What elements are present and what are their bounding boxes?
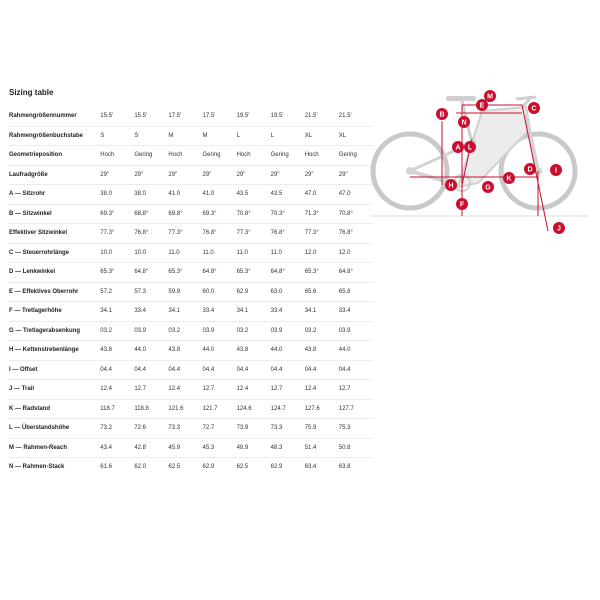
row-label: N — Rahmen-Stack bbox=[9, 458, 100, 477]
table-cell: 33.4 bbox=[202, 302, 236, 322]
table-cell: 64.8° bbox=[202, 263, 236, 283]
table-cell: 38.0 bbox=[134, 185, 168, 205]
table-row bbox=[9, 302, 373, 322]
table-row bbox=[9, 458, 373, 477]
table-cell: 60.0 bbox=[202, 282, 236, 302]
table-cell: 71.3° bbox=[305, 204, 339, 224]
table-cell: 59.9 bbox=[168, 282, 202, 302]
table-cell: 124.6 bbox=[237, 399, 271, 419]
marker-j bbox=[553, 222, 565, 234]
table-row bbox=[9, 360, 373, 380]
sizing-table-body bbox=[9, 107, 373, 477]
row-label: B — Sitzwinkel bbox=[9, 204, 100, 224]
table-cell: Gering bbox=[339, 146, 373, 166]
table-cell: 44.0 bbox=[202, 341, 236, 361]
table-cell: 57.3 bbox=[134, 282, 168, 302]
table-cell: XL bbox=[305, 126, 339, 146]
table-cell: 43.4 bbox=[100, 438, 134, 458]
row-label: G — Tretlagerabsenkung bbox=[9, 321, 100, 341]
table-cell: 33.4 bbox=[271, 302, 305, 322]
table-cell: 61.6 bbox=[100, 458, 134, 477]
table-cell: 62.5 bbox=[237, 458, 271, 477]
table-cell: 34.1 bbox=[168, 302, 202, 322]
table-cell: 65.3° bbox=[237, 263, 271, 283]
table-cell: 43.5 bbox=[271, 185, 305, 205]
table-row bbox=[9, 263, 373, 283]
table-cell: 03.2 bbox=[100, 321, 134, 341]
table-row bbox=[9, 438, 373, 458]
table-cell: 29" bbox=[168, 165, 202, 185]
table-cell: 03.2 bbox=[237, 321, 271, 341]
fork bbox=[526, 115, 538, 171]
row-label: J — Trail bbox=[9, 380, 100, 400]
table-cell: 04.4 bbox=[305, 360, 339, 380]
table-cell: 50.8 bbox=[339, 438, 373, 458]
table-cell: L bbox=[237, 126, 271, 146]
table-cell: 63.4 bbox=[305, 458, 339, 477]
table-cell: 118.7 bbox=[100, 399, 134, 419]
row-label: H — Kettenstrebenlänge bbox=[9, 341, 100, 361]
table-cell: 124.7 bbox=[271, 399, 305, 419]
table-cell: 44.0 bbox=[339, 341, 373, 361]
table-cell: Gering bbox=[202, 146, 236, 166]
row-label: D — Lenkwinkel bbox=[9, 263, 100, 283]
table-cell: 10.0 bbox=[100, 243, 134, 263]
table-row bbox=[9, 399, 373, 419]
table-cell: 70.3° bbox=[271, 204, 305, 224]
table-cell: 04.4 bbox=[168, 360, 202, 380]
table-cell: Hoch bbox=[237, 146, 271, 166]
table-cell: 12.0 bbox=[339, 243, 373, 263]
table-cell: 04.4 bbox=[134, 360, 168, 380]
table-cell: 12.4 bbox=[168, 380, 202, 400]
table-cell: 11.0 bbox=[271, 243, 305, 263]
table-row bbox=[9, 165, 373, 185]
marker-label: M bbox=[487, 93, 493, 101]
table-cell: 43.8 bbox=[100, 341, 134, 361]
table-cell: 64.8° bbox=[134, 263, 168, 283]
table-cell: 43.8 bbox=[237, 341, 271, 361]
marker-label: H bbox=[448, 182, 454, 190]
table-row bbox=[9, 419, 373, 439]
table-cell: 51.4 bbox=[305, 438, 339, 458]
table-cell: 21.5' bbox=[304, 113, 318, 119]
table-cell: 62.0 bbox=[134, 458, 168, 477]
row-label: Effektiver Sitzwinkel bbox=[9, 224, 100, 244]
table-row bbox=[9, 243, 373, 263]
table-cell: 34.1 bbox=[305, 302, 339, 322]
table-cell: 72.6 bbox=[134, 419, 168, 439]
marker-e bbox=[476, 99, 488, 111]
table-cell: 62.5 bbox=[168, 458, 202, 477]
table-cell: 69.3° bbox=[100, 204, 134, 224]
table-cell: 12.0 bbox=[305, 243, 339, 263]
table-cell: 12.7 bbox=[271, 380, 305, 400]
marker-k bbox=[503, 172, 515, 184]
table-cell: 73.3 bbox=[168, 419, 202, 439]
table-cell: 38.0 bbox=[100, 185, 134, 205]
table-cell: 65.3° bbox=[168, 263, 202, 283]
table-cell: 17.5' bbox=[168, 113, 182, 119]
table-cell: Gering bbox=[134, 146, 168, 166]
table-cell: Hoch bbox=[305, 146, 339, 166]
table-row bbox=[9, 185, 373, 205]
table-cell: 127.6 bbox=[305, 399, 339, 419]
table-cell: 12.4 bbox=[100, 380, 134, 400]
table-cell: 76.8° bbox=[202, 224, 236, 244]
table-cell: 12.7 bbox=[202, 380, 236, 400]
table-cell: 03.2 bbox=[168, 321, 202, 341]
table-cell: 45.9 bbox=[168, 438, 202, 458]
table-cell: 62.9 bbox=[202, 458, 236, 477]
table-row bbox=[9, 126, 373, 146]
table-cell: 43.8 bbox=[168, 341, 202, 361]
table-cell: 15.5' bbox=[100, 113, 114, 119]
row-label: L — Überstandshöhe bbox=[9, 419, 100, 439]
marker-n bbox=[458, 116, 470, 128]
table-cell: 76.8° bbox=[134, 224, 168, 244]
table-cell: 12.4 bbox=[305, 380, 339, 400]
table-cell: 03.9 bbox=[202, 321, 236, 341]
table-row bbox=[9, 146, 373, 166]
table-cell: 47.0 bbox=[305, 185, 339, 205]
table-cell: 62.9 bbox=[271, 458, 305, 477]
table-row bbox=[9, 282, 373, 302]
table-cell: 75.3 bbox=[339, 419, 373, 439]
table-cell: 121.7 bbox=[202, 399, 236, 419]
table-cell: 29" bbox=[202, 165, 236, 185]
table-cell: 29" bbox=[237, 165, 271, 185]
sizing-table-container bbox=[9, 107, 357, 470]
table-cell: 65.3° bbox=[100, 263, 134, 283]
table-row bbox=[9, 321, 373, 341]
table-cell: 69.3° bbox=[202, 204, 236, 224]
marker-label: G bbox=[485, 184, 491, 192]
table-cell: 43.5 bbox=[237, 185, 271, 205]
row-label: C — Steuerrohrlänge bbox=[9, 243, 100, 263]
row-label: I — Offset bbox=[9, 360, 100, 380]
row-label: K — Radstand bbox=[9, 399, 100, 419]
table-title: Sizing table bbox=[9, 88, 54, 97]
table-cell: 64.8° bbox=[339, 263, 373, 283]
table-cell: 64.8° bbox=[271, 263, 305, 283]
marker-label: N bbox=[461, 119, 467, 127]
table-cell: 29" bbox=[339, 165, 373, 185]
marker-label: B bbox=[439, 111, 445, 119]
marker-label: C bbox=[531, 105, 537, 113]
table-cell: 63.8 bbox=[339, 458, 373, 477]
marker-a bbox=[452, 141, 464, 153]
table-cell: M bbox=[168, 126, 202, 146]
table-cell: 127.7 bbox=[339, 399, 373, 419]
table-cell: 04.4 bbox=[202, 360, 236, 380]
table-cell: 19.5' bbox=[236, 113, 250, 119]
table-cell: 62.9 bbox=[237, 282, 271, 302]
table-cell: M bbox=[202, 126, 236, 146]
table-cell: 03.9 bbox=[339, 321, 373, 341]
table-cell: 72.7 bbox=[202, 419, 236, 439]
table-row bbox=[9, 204, 373, 224]
table-row bbox=[9, 380, 373, 400]
table-cell: 12.7 bbox=[339, 380, 373, 400]
table-cell: 15.5' bbox=[134, 113, 148, 119]
marker-label: E bbox=[479, 102, 485, 110]
marker-l bbox=[464, 141, 476, 153]
marker-m bbox=[484, 90, 496, 102]
table-cell: 29" bbox=[134, 165, 168, 185]
table-cell: S bbox=[134, 126, 168, 146]
row-label: Geometrieposition bbox=[9, 146, 100, 166]
sizing-table bbox=[9, 107, 373, 477]
table-cell: 34.1 bbox=[100, 302, 134, 322]
table-cell: 19.5' bbox=[270, 113, 284, 119]
marker-label: I bbox=[555, 167, 557, 175]
table-cell: 04.4 bbox=[100, 360, 134, 380]
table-cell: 17.5' bbox=[202, 113, 216, 119]
row-label: Rahmengrößennummer bbox=[9, 113, 77, 119]
table-cell: 121.6 bbox=[168, 399, 202, 419]
table-cell: 65.3° bbox=[305, 263, 339, 283]
table-cell: 29" bbox=[271, 165, 305, 185]
table-cell: 69.8° bbox=[168, 204, 202, 224]
table-cell: 04.4 bbox=[237, 360, 271, 380]
table-cell: 10.0 bbox=[134, 243, 168, 263]
table-cell: 42.8 bbox=[134, 438, 168, 458]
table-cell: 44.0 bbox=[134, 341, 168, 361]
marker-label: F bbox=[459, 201, 465, 209]
table-cell: 03.9 bbox=[271, 321, 305, 341]
table-cell: 11.0 bbox=[202, 243, 236, 263]
table-cell: 33.4 bbox=[134, 302, 168, 322]
table-cell: 04.4 bbox=[339, 360, 373, 380]
table-cell: 41.0 bbox=[168, 185, 202, 205]
marker-b bbox=[436, 108, 448, 120]
row-label: Rahmengrößenbuchstabe bbox=[9, 126, 100, 146]
table-cell: 118.8 bbox=[134, 399, 168, 419]
table-cell: 21.5' bbox=[338, 113, 352, 119]
table-row bbox=[9, 224, 373, 244]
table-cell: 68.8° bbox=[134, 204, 168, 224]
marker-g bbox=[482, 181, 494, 193]
table-cell: 47.0 bbox=[339, 185, 373, 205]
table-cell: 29" bbox=[100, 165, 134, 185]
table-row bbox=[9, 341, 373, 361]
table-cell: S bbox=[100, 126, 134, 146]
table-cell: 63.0 bbox=[271, 282, 305, 302]
row-label: M — Rahmen-Reach bbox=[9, 438, 100, 458]
marker-label: L bbox=[467, 144, 473, 152]
table-cell: 44.0 bbox=[271, 341, 305, 361]
table-cell: Gering bbox=[271, 146, 305, 166]
table-cell: 76.8° bbox=[271, 224, 305, 244]
table-cell: 73.2 bbox=[100, 419, 134, 439]
saddle bbox=[446, 96, 476, 101]
marker-d bbox=[524, 163, 536, 175]
table-cell: 73.3 bbox=[271, 419, 305, 439]
table-cell: 12.4 bbox=[237, 380, 271, 400]
row-label: F — Tretlagerhöhe bbox=[9, 302, 100, 322]
table-row bbox=[9, 107, 373, 126]
table-cell: 77.3° bbox=[100, 224, 134, 244]
table-cell: 04.4 bbox=[271, 360, 305, 380]
marker-label: K bbox=[506, 175, 512, 183]
table-cell: 41.0 bbox=[202, 185, 236, 205]
table-cell: 11.0 bbox=[237, 243, 271, 263]
table-cell: 12.7 bbox=[134, 380, 168, 400]
table-cell: 48.3 bbox=[271, 438, 305, 458]
table-cell: 70.8° bbox=[237, 204, 271, 224]
row-label: A — Sitzrohr bbox=[9, 185, 100, 205]
row-label: Laufradgröße bbox=[9, 165, 100, 185]
marker-f bbox=[456, 198, 468, 210]
table-cell: 76.8° bbox=[339, 224, 373, 244]
marker-h bbox=[445, 179, 457, 191]
table-cell: 03.2 bbox=[305, 321, 339, 341]
table-cell: 11.0 bbox=[168, 243, 202, 263]
table-cell: Hoch bbox=[100, 146, 134, 166]
table-cell: 48.9 bbox=[237, 438, 271, 458]
bike-geometry-svg bbox=[366, 85, 590, 235]
marker-c bbox=[528, 102, 540, 114]
table-cell: Hoch bbox=[168, 146, 202, 166]
table-cell: 77.3° bbox=[237, 224, 271, 244]
bike-geometry-diagram bbox=[366, 85, 590, 235]
table-cell: 43.8 bbox=[305, 341, 339, 361]
marker-label: A bbox=[455, 144, 461, 152]
table-cell: 65.8 bbox=[339, 282, 373, 302]
table-cell: 29" bbox=[305, 165, 339, 185]
table-cell: 73.9 bbox=[237, 419, 271, 439]
table-cell: L bbox=[271, 126, 305, 146]
table-cell: 03.9 bbox=[134, 321, 168, 341]
row-label: E — Effektives Oberrohr bbox=[9, 282, 100, 302]
table-cell: 70.8° bbox=[339, 204, 373, 224]
marker-label: J bbox=[557, 225, 561, 233]
table-cell: XL bbox=[339, 126, 373, 146]
table-cell: 75.9 bbox=[305, 419, 339, 439]
table-cell: 33.4 bbox=[339, 302, 373, 322]
table-cell: 77.3° bbox=[305, 224, 339, 244]
handlebar bbox=[516, 97, 536, 99]
table-cell: 34.1 bbox=[237, 302, 271, 322]
table-cell: 57.2 bbox=[100, 282, 134, 302]
marker-label: D bbox=[527, 166, 533, 174]
marker-i bbox=[550, 164, 562, 176]
table-cell: 45.3 bbox=[202, 438, 236, 458]
table-cell: 77.3° bbox=[168, 224, 202, 244]
table-cell: 65.6 bbox=[305, 282, 339, 302]
